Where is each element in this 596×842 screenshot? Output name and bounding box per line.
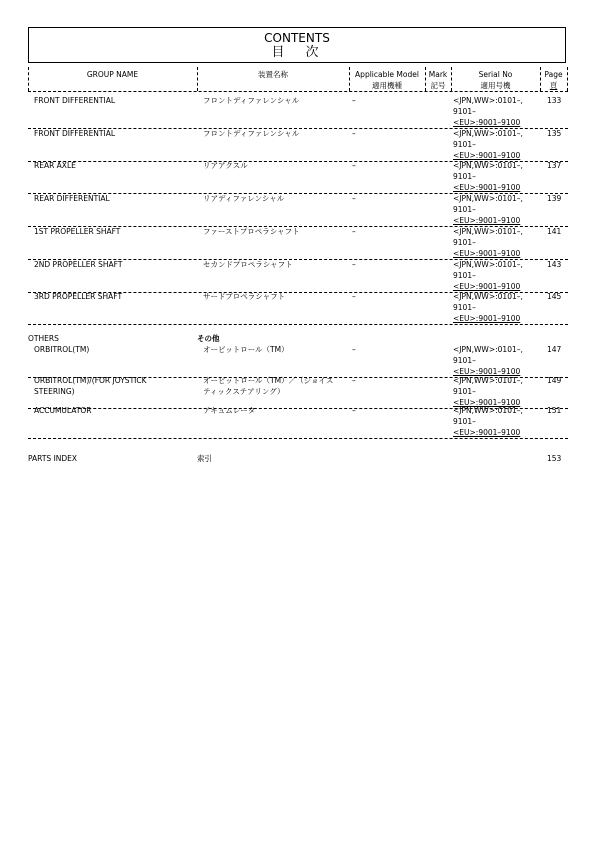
page-cell: 135 [547,128,562,138]
serial-no-cell-line2: 9101– [453,270,476,280]
applicable-model-cell: – [352,128,356,138]
serial-no-cell: <JPN,WW>:0101–, [453,375,523,385]
device-name-cell-line2: ティックステアリング） [203,386,285,396]
serial-no-cell-line3: <EU>:9001–9100 [453,150,521,160]
header-applicable-model: Applicable Model 適用機種 [355,70,419,90]
applicable-model-cell: – [352,375,356,385]
serial-no-cell-line2: 9101– [453,139,476,149]
serial-no-cell-line2: 9101– [453,417,476,426]
parts-index-jp[interactable]: 索引 [197,454,212,463]
row-separator [28,324,568,325]
applicable-model-cell: – [352,194,356,204]
applicable-model-cell: – [352,226,356,236]
serial-no-cell: <JPN,WW>:0101–, [453,161,523,171]
group-name-cell: REAR AXLE [34,161,76,171]
serial-no-cell: <JPN,WW>:0101–, [453,194,523,204]
title-japanese: 目 次 [271,45,323,60]
serial-no-cell-line3: <EU>:9001–9100 [453,281,521,291]
group-name-cell: 1ST PROPELLER SHAFT [34,226,121,236]
page-cell: 143 [547,259,562,269]
group-name-cell: FRONT DIFFERENTIAL [34,128,116,138]
applicable-model-cell: – [352,345,356,354]
group-name-cell: REAR DIFFERENTIAL [34,194,110,204]
serial-no-cell-line2: 9101– [453,107,476,116]
serial-no-cell-line3: <EU>:9001–9100 [453,248,521,258]
applicable-model-cell: – [352,259,356,269]
serial-no-cell-line2: 9101– [453,303,476,313]
header-separator [28,91,568,92]
serial-no-cell-line3: <EU>:9001–9100 [453,216,521,226]
header-mark: Mark 記号 [428,70,448,90]
device-name-cell: リアアクスル [203,161,248,171]
page-cell: 133 [547,96,562,105]
device-name-cell: サードプロペラシャフト [203,292,286,302]
parts-index-page[interactable]: 153 [547,454,562,463]
device-name-cell: セカンドプロペラシャフト [203,259,293,269]
serial-no-cell-line3: <EU>:9001–9100 [453,183,521,193]
serial-no-cell: <JPN,WW>:0101–, [453,96,523,105]
serial-no-cell-line2: 9101– [453,237,476,247]
serial-no-cell-line3: <EU>:9001–9100 [453,118,521,127]
serial-no-cell: <JPN,WW>:0101–, [453,345,523,354]
title-english: CONTENTS [264,31,330,45]
row-separator [28,438,568,439]
serial-no-cell-line3: <EU>:9001–9100 [453,397,521,407]
device-name-cell: アキュムレータ [203,406,256,415]
group-name-cell-line2: STEERING) [34,386,75,396]
device-name-cell: フロントディファレンシャル [203,128,300,138]
page-cell: 137 [547,161,562,171]
applicable-model-cell: – [352,96,356,105]
group-name-cell: FRONT DIFFERENTIAL [34,96,116,105]
serial-no-cell-line3: <EU>:9001–9100 [453,314,521,324]
contents-title-box [28,27,566,63]
serial-no-cell: <JPN,WW>:0101–, [453,128,523,138]
page-cell: 151 [547,406,562,415]
applicable-model-cell: – [352,292,356,302]
others-heading-jp: その他 [197,334,220,343]
serial-no-cell-line2: 9101– [453,386,476,396]
serial-no-cell: <JPN,WW>:0101–, [453,259,523,269]
serial-no-cell: <JPN,WW>:0101–, [453,406,523,415]
header-group-name: GROUP NAME [86,70,139,79]
serial-no-cell-line3: <EU>:9001–9100 [453,367,521,376]
group-name-cell: ACCUMULATOR [34,406,92,415]
device-name-cell: ファーストプロペラシャフト [203,226,300,236]
device-name-cell: オービットロール（TM）／（ジョイス [203,375,334,385]
device-name-cell: フロントディファレンシャル [203,96,300,105]
group-name-cell: 3RD PROPELLER SHAFT [34,292,123,302]
page-cell: 149 [547,375,562,385]
header-device-name: 装置名称 [258,70,288,79]
serial-no-cell-line2: 9101– [453,172,476,182]
page-cell: 147 [547,345,562,354]
device-name-cell: リアディファレンシャル [203,194,285,204]
applicable-model-cell: – [352,406,356,415]
serial-no-cell-line3: <EU>:9001–9100 [453,428,521,437]
others-heading-en: OTHERS [28,334,59,343]
group-name-cell: ORBITROL(TM)/(FOR JOYSTICK [34,375,147,385]
parts-index-label[interactable]: PARTS INDEX [28,454,78,463]
serial-no-cell: <JPN,WW>:0101–, [453,292,523,302]
page-cell: 145 [547,292,562,302]
page-cell: 139 [547,194,562,204]
group-name-cell: 2ND PROPELLER SHAFT [34,259,123,269]
serial-no-cell: <JPN,WW>:0101–, [453,226,523,236]
serial-no-cell-line2: 9101– [453,205,476,215]
header-page: Page 頁 [544,70,563,90]
header-divider [567,67,568,91]
device-name-cell: オービットロール（TM） [203,345,289,354]
serial-no-cell-line2: 9101– [453,356,476,365]
header-serial-no: Serial No 適用号機 [478,70,513,90]
applicable-model-cell: – [352,161,356,171]
page-cell: 141 [547,226,562,236]
group-name-cell: ORBITROL(TM) [34,345,90,354]
